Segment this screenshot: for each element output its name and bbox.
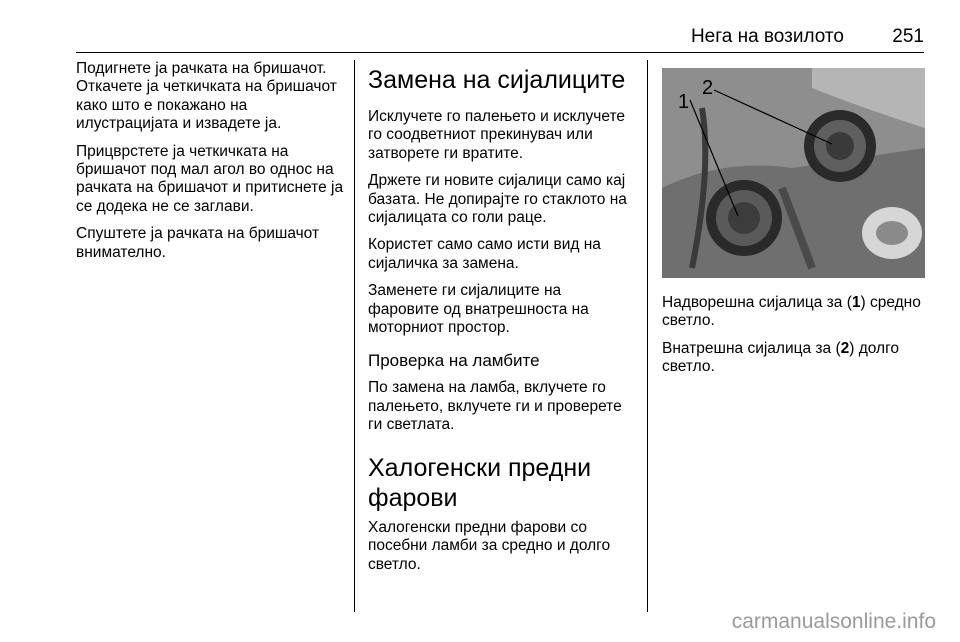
subheading-lamp-check: Проверка на ламбите [368,351,540,371]
engine-bay-illustration [662,68,925,278]
paragraph-ignition-off: Исклучете го палењето и исклучете го соодветниот прекинувач или затворете ги вратите. [368,108,625,162]
paragraph-check-lights: По замена на ламба, вклучете го палењето, вклучете ги и проверете ги светлата. [368,379,622,434]
column-right [662,60,932,386]
section-heading-halogen-headlights: Халогенски предни фарови [368,453,592,512]
caption-inner-bulb: Внатрешна сијалица за (2) долго светло. [662,339,900,376]
engine-bay-photo [662,68,925,278]
column-middle [368,60,636,583]
section-heading-bulb-replacement: Замена на сијалиците [368,66,626,94]
paragraph-lower-wiper: Спуштете ја рачката на бришачот внимателно. [76,225,320,261]
photo-label-1: 1 [678,91,690,113]
paragraph-halogen-description: Халогенски предни фарови со посебни ламби за средно и долго светло. [368,518,611,573]
column-divider-left [354,60,355,612]
paragraph-attach-blade: Прицврстете ја четкичката на бришачот под мал агол во однос на рачката на бришачот и притиснете ја се додека не се заглави. [76,142,344,215]
paragraph-replace-from-engine: Заменете ги сијалиците на фаровите од внатрешноста на моторниот простор. [368,282,589,337]
photo-label-2: 2 [702,77,714,99]
paragraph-hold-base: Држете ги новите сијалици само кај базата. Не допирајте го стаклото на сијалицата со голи раце. [368,172,627,227]
column-divider-right [647,60,648,612]
paragraph-same-type: Користет само само исти вид на сијаличка за замена. [368,236,601,272]
page-header [76,18,924,53]
caption-outer-bulb: Надворешна сијалица за (1) средно светло. [662,294,921,330]
watermark: carmanualsonline.info [731,610,936,633]
header-title: Нега на возилото [690,26,844,47]
column-left [76,60,348,271]
paragraph-lift-wiper: Подигнете ја рачката на бришачот. Откачете ја четкичката на бришачот како што е покажано на илустрацијата и извадете ја. [76,60,337,133]
page-number: 251 [892,26,924,47]
